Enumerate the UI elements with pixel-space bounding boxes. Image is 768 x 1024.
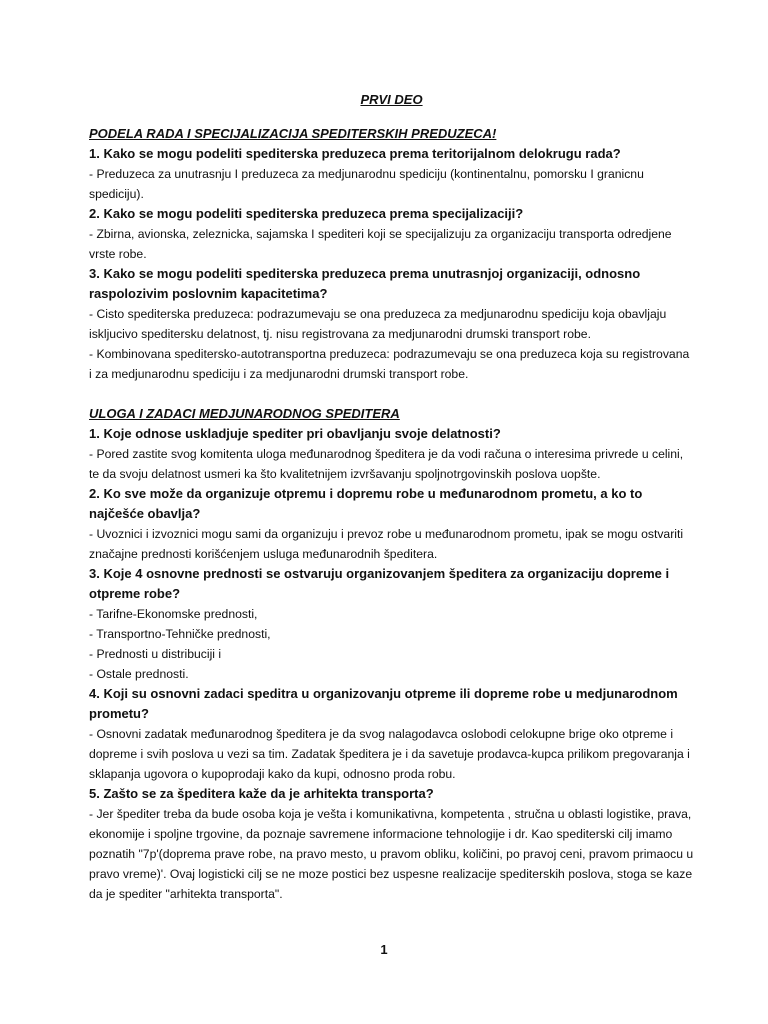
answer: - Zbirna, avionska, zeleznicka, sajamska I spediteri koji se specijalizuju za organizaciju transporta odredjene vrste robe. [89,227,672,261]
question: 2. Kako se mogu podeliti spediterska preduzeca prema specijalizaciji? [89,206,524,221]
question: 5. Zašto se za špeditera kaže da je arhitekta transporta? [89,786,434,801]
section-spacer [89,384,694,404]
answer: - Uvoznici i izvoznici mogu sami da organizuju i prevoz robe u međunarodnom prometu, ipak se mogu ostvariti značajne prednosti korišćenjem usluga međunarodnih špeditera. [89,527,684,561]
question: 2. Ko sve može da organizuje otpremu i dopremu robe u međunarodnom prometu, a ko to najčešće obavlja? [89,486,643,521]
question: 4. Koji su osnovni zadaci speditra u organizovanju otpreme ili dopreme robe u medjunarodnom prometu? [89,686,678,721]
section-heading: ULOGA I ZADACI MEDJUNARODNOG SPEDITERA [89,406,400,421]
question: 3. Koje 4 osnovne prednosti se ostvaruju organizovanjem špeditera za organizaciju dopreme i otpreme robe? [89,566,670,601]
answer: - Cisto spediterska preduzeca: podrazumevaju se ona preduzeca za medjunarodnu spediciju koja obavljaju iskljucivo speditersku delatnost, tj. nisu registrovana za medjunarodni drumski transport robe. [89,307,667,341]
question: 1. Kako se mogu podeliti spediterska preduzeca prema teritorijalnom delokrugu rada? [89,146,621,161]
answer: - Pored zastite svog komitenta uloga međunarodnog špeditera je da vodi računa o interesima privrede u celini, te da svoju delatnost usmeri ka što kvalitetnijem izvršavanju spoljnotrgovinskih poslova uopšte. [89,447,684,481]
answer: - Preduzeca za unutrasnju I preduzeca za medjunarodnu spediciju (kontinentalnu, pomorsku I granicnu spediciju). [89,167,644,201]
answer: - Ostale prednosti. [89,667,189,681]
question: 1. Koje odnose uskladjuje spediter pri obavljanju svoje delatnosti? [89,426,501,441]
answer: - Tarifne-Ekonomske prednosti, [89,607,258,621]
answer: - Osnovni zadatak međunarodnog špeditera je da svog nalagodavca oslobodi celokupne brige oko otpreme i dopreme i svih poslova u vezi sa tim. Zadatak špeditera je i da savetuje prodavca-kupca prilikom pregovaranja i sklapanja ugovora o kupoprodaji kako da kupi, odnosno proda robu. [89,727,690,781]
question: 3. Kako se mogu podeliti spediterska preduzeca prema unutrasnjoj organizaciji, odnosno raspolozivim poslovnim kapacitetima? [89,266,641,301]
answer: - Prednosti u distribuciji i [89,647,222,661]
answer: - Jer špediter treba da bude osoba koja je vešta i komunikativna, kompetenta , stručna u oblasti logistike, prava, ekonomije i spoljne trgovine, da poznaje savremene informacione tehnologije i dr. Kao spediterski cilj imamo poznatih "7p'(doprema prave robe, na pravo mesto, u pravom obliku, količini, po pravoj ceni, pravom primaocu u pravo vreme)'. Ovaj logisticki cilj se ne moze postici bez uspesne realizacije spediterskih poslova, stoga se kaze da je spediter "arhitekta transporta". [89,807,694,901]
section-heading: PODELA RADA I SPECIJALIZACIJA SPEDITERSKIH PREDUZECA! [89,126,497,141]
page-number: 1 [380,942,388,957]
answer: - Kombinovana speditersko-autotransportna preduzeca: podrazumevaju se ona preduzeca koja su registrovana i za medjunarodnu spediciju i za medjunarodni drumski transport robe. [89,347,690,381]
document-body [89,124,694,904]
document-title: PRVI DEO [360,92,423,107]
answer: - Transportno-Tehničke prednosti, [89,627,271,641]
